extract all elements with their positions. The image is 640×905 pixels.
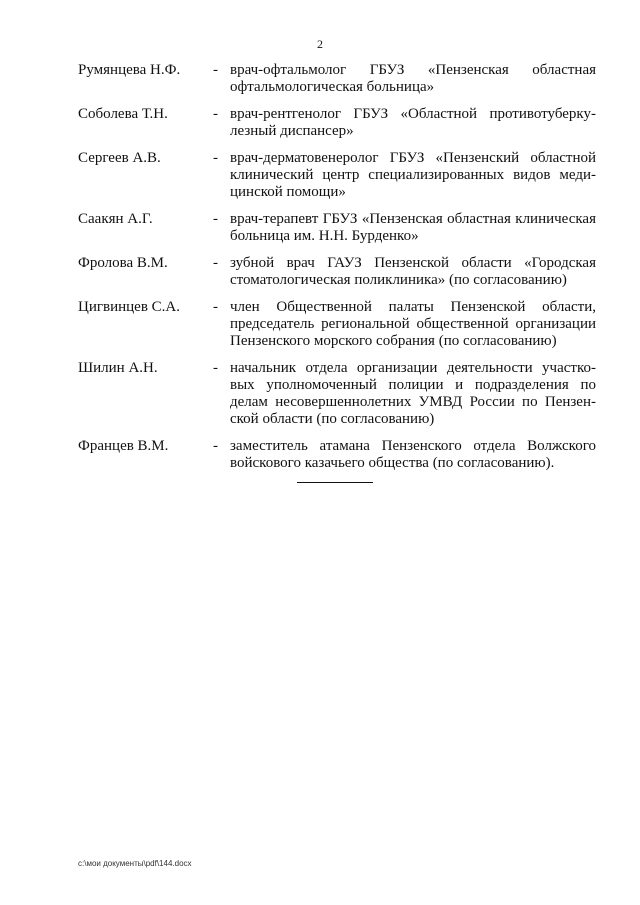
member-dash: -: [213, 299, 218, 315]
page-number: 2: [317, 37, 323, 51]
member-entry: [78, 299, 596, 350]
member-dash: -: [213, 360, 218, 376]
footer-file-path: c:\мои документы\pdf\144.docx: [78, 859, 192, 868]
member-dash: -: [213, 62, 218, 78]
member-description: врач-дерматовенеролог ГБУЗ «Пензенский областной клинический центр специализированных видов меди-цинской помощи»: [230, 150, 596, 200]
member-name: Сергеев А.В.: [78, 150, 161, 166]
member-description: зубной врач ГАУЗ Пензенской области «Городская стоматологическая поликлиника» (по согласованию): [230, 255, 596, 288]
member-name: Румянцева Н.Ф.: [78, 62, 181, 78]
member-entry: [78, 62, 596, 96]
member-description: врач-офтальмолог ГБУЗ «Пензенская областная офтальмологическая больница»: [230, 62, 596, 95]
member-name: Соболева Т.Н.: [78, 106, 168, 122]
member-dash: -: [213, 255, 218, 271]
member-name: Фролова В.М.: [78, 255, 168, 271]
member-name: Саакян А.Г.: [78, 211, 153, 227]
member-description: член Общественной палаты Пензенской области, председатель региональной общественной организации Пензенского морского собрания (по согласованию): [230, 299, 596, 349]
end-divider-line: [297, 482, 373, 483]
member-description: заместитель атамана Пензенского отдела Волжского войскового казачьего общества (по согласованию).: [230, 438, 596, 471]
member-dash: -: [213, 438, 218, 454]
member-entry: [78, 211, 596, 245]
member-name: Шилин А.Н.: [78, 360, 158, 376]
members-list: [78, 62, 596, 482]
member-description: начальник отдела организации деятельности участко-вых уполномоченный полиции и подразделения по делам несовершеннолетних УМВД России по Пензен-ской области (по согласованию): [230, 360, 596, 427]
member-entry: [78, 255, 596, 289]
member-dash: -: [213, 211, 218, 227]
member-dash: -: [213, 150, 218, 166]
member-description: врач-рентгенолог ГБУЗ «Областной противотуберку-лезный диспансер»: [230, 106, 596, 139]
member-entry: [78, 360, 596, 428]
member-entry: [78, 106, 596, 140]
member-description: врач-терапевт ГБУЗ «Пензенская областная клиническая больница им. Н.Н. Бурденко»: [230, 211, 596, 244]
member-name: Францев В.М.: [78, 438, 169, 454]
member-dash: -: [213, 106, 218, 122]
member-entry: [78, 438, 596, 472]
member-entry: [78, 150, 596, 201]
member-name: Цигвинцев С.А.: [78, 299, 181, 315]
